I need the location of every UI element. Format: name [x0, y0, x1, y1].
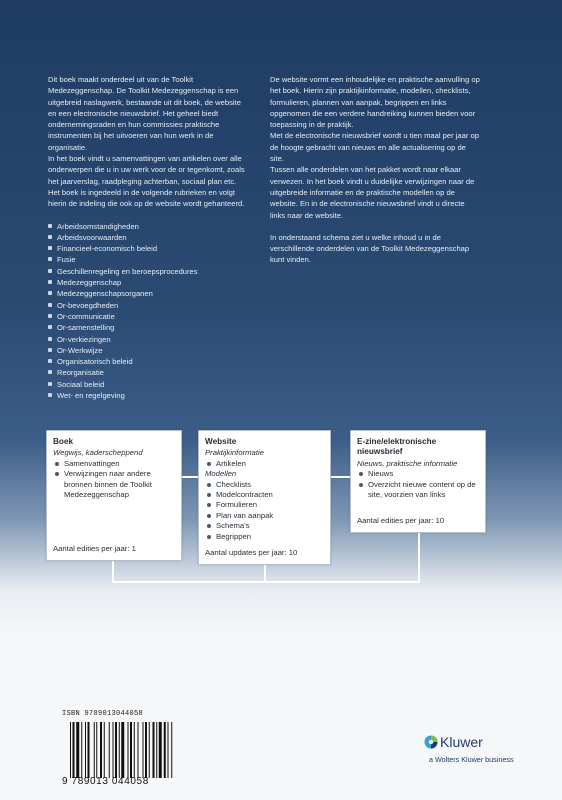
barcode-bar — [128, 722, 129, 778]
connector-website-ezine — [331, 476, 350, 478]
barcode-bar — [73, 722, 75, 778]
box-list — [205, 480, 324, 542]
list-item: Nieuws — [357, 469, 479, 479]
list-item: Formulieren — [205, 500, 324, 510]
list-item: Checklists — [205, 480, 324, 490]
connector-boek-down — [112, 561, 114, 583]
list-item: Or-samenstelling — [48, 322, 248, 333]
list-item: Or-bevoegdheden — [48, 300, 248, 311]
schema-box-website — [198, 430, 331, 565]
box-subtitle-modellen: Modellen — [205, 469, 237, 479]
barcode-bar — [113, 722, 114, 778]
box-subtitle: Wegwijs, kaderscheppend — [53, 448, 143, 458]
connector-boek-website — [182, 476, 198, 478]
schema-box-boek — [46, 430, 182, 561]
book-structure-paragraph: Het boek is ingedeeld in de volgende rubrieken en volgt hierin de indeling die ook op de website wordt gehanteerd. — [48, 187, 245, 209]
barcode-bar — [145, 722, 147, 778]
topic-list — [48, 221, 248, 402]
list-item: Verwijzingen naar andere bronnen binnen de Toolkit Medezeggenschap — [53, 469, 175, 500]
barcode-bar — [115, 722, 117, 778]
barcode-bar — [96, 722, 97, 778]
crossref-paragraph: Tussen alle onderdelen van het pakket wordt naar elkaar verwezen. In het boek vindt u duidelijke verwijzingen naar de uitgebreide informatie en de praktische modellen op de website. En in de electronische nieuwsbrief vindt u directe links naar de website. — [270, 165, 475, 220]
kluwer-globe-icon — [424, 735, 438, 749]
connector-ezine-down — [418, 533, 420, 583]
connector-bottom — [112, 581, 420, 583]
list-item: Fusie — [48, 254, 248, 265]
schema-intro-paragraph: In onderstaand schema ziet u welke inhoud u in de verschillende onderdelen van de Toolkit Medezeggenschap kunt vinden. — [270, 232, 470, 265]
barcode-bar — [164, 722, 166, 778]
intro-paragraph: Dit boek maakt onderdeel uit van de Toolkit Medezeggenschap. De Toolkit Medezeggenschap is een uitgebreid naslagwerk, bestaande uit dit boek, de website en een electronische nieuwsbrief. Het geheel biedt ondernemingsraden en hun commissies praktische instrumenten bij het uitvoeren van hun werk in de organisatie. — [48, 75, 241, 152]
barcode-bar — [171, 722, 172, 778]
barcode-bar — [70, 722, 71, 778]
list-item: Or-communicatie — [48, 311, 248, 322]
list-item: Sociaal beleid — [48, 379, 248, 390]
list-item: Reorganisatie — [48, 367, 248, 378]
list-item: Schema's — [205, 521, 324, 531]
box-list — [205, 459, 324, 469]
barcode-bar — [100, 722, 102, 778]
barcode-bar — [134, 722, 135, 778]
barcode-bar — [168, 722, 169, 778]
list-item: Modelcontracten — [205, 490, 324, 500]
barcode-bar — [85, 722, 86, 778]
barcode-bar — [76, 722, 79, 778]
isbn-barcode — [62, 710, 212, 788]
box-list — [53, 459, 175, 501]
list-item: Begrippen — [205, 532, 324, 542]
barcode-bar — [121, 722, 124, 778]
left-text-column — [48, 74, 248, 401]
list-item: Or-verkiezingen — [48, 334, 248, 345]
website-paragraph: De website vormt een inhoudelijke en praktische aanvulling op het boek. Hierin zijn praktijkinformatie, modellen, checklists, formulieren, plannen van aanpak, begrippen en links opgenomen die een verdere handreiking kunnen bieden voor toepassing in de praktijk. — [270, 75, 480, 130]
barcode-bar — [88, 722, 90, 778]
box-title: Boek — [53, 437, 74, 446]
barcode-bar — [81, 722, 82, 778]
barcode-bar — [159, 722, 162, 778]
list-item: Arbeidsvoorwaarden — [48, 232, 248, 243]
list-item: Geschillenregeling en beroepsprocedures — [48, 266, 248, 277]
schema-box-ezine — [350, 430, 486, 533]
barcode-bar — [143, 722, 144, 778]
box-list — [357, 469, 479, 500]
right-text-column — [270, 74, 480, 266]
barcode-bar — [109, 722, 110, 778]
barcode-bar — [149, 722, 150, 778]
barcode-bar — [130, 722, 132, 778]
barcode-bar — [94, 722, 95, 778]
list-item: Plan van aanpak — [205, 511, 324, 521]
connector-website-down — [264, 565, 266, 582]
publisher-tagline: a Wolters Kluwer business — [429, 755, 514, 764]
publisher-name: Kluwer — [440, 734, 483, 750]
list-item: Medezeggenschap — [48, 277, 248, 288]
box-subtitle: Praktijkinformatie — [205, 448, 264, 458]
isbn-digits: 9 789013 044058 — [62, 776, 149, 787]
barcode-bar — [153, 722, 155, 778]
list-item: Arbeidsomstandigheden — [48, 221, 248, 232]
book-summary-paragraph: In het boek vindt u samenvattingen van artikelen over alle onderwerpen die u in uw werk voor de or tegenkomt, zoals het jaarverslag, raadpleging achterban, sociaal plan etc. — [48, 154, 245, 186]
newsletter-paragraph: Met de electronische nieuwsbrief wordt u tien maal per jaar op de hoogte gebracht van nieuws en alle actualisering op de site. — [270, 131, 479, 164]
list-item: Financieel-economisch beleid — [48, 243, 248, 254]
isbn-text: ISBN 9789013044058 — [62, 710, 144, 718]
box-title: E-zine/elektronische nieuwsbrief — [357, 437, 437, 457]
box-subtitle: Nieuws, praktische informatie — [357, 458, 458, 468]
list-item: Wet- en regelgeving — [48, 390, 248, 401]
barcode-bar — [104, 722, 105, 778]
box-footer: Aantal updates per jaar: 10 — [205, 547, 298, 557]
list-item: Medezeggenschapsorganen — [48, 288, 248, 299]
list-item: Overzicht nieuwe content op de site, voorzien van links — [357, 480, 479, 501]
box-footer: Aantal edities per jaar: 1 — [53, 543, 136, 553]
list-item: Organisatorisch beleid — [48, 356, 248, 367]
publisher-logo — [424, 733, 544, 773]
barcode-bar — [119, 722, 120, 778]
box-footer: Aantal edities per jaar: 10 — [357, 515, 445, 525]
list-item: Samenvattingen — [53, 459, 175, 469]
list-item: Or-Werkwijze — [48, 345, 248, 356]
barcode-bar — [138, 722, 139, 778]
barcode-bar — [156, 722, 157, 778]
barcode-bars — [70, 722, 210, 778]
list-item: Artikelen — [205, 459, 324, 469]
box-title: Website — [205, 437, 237, 446]
